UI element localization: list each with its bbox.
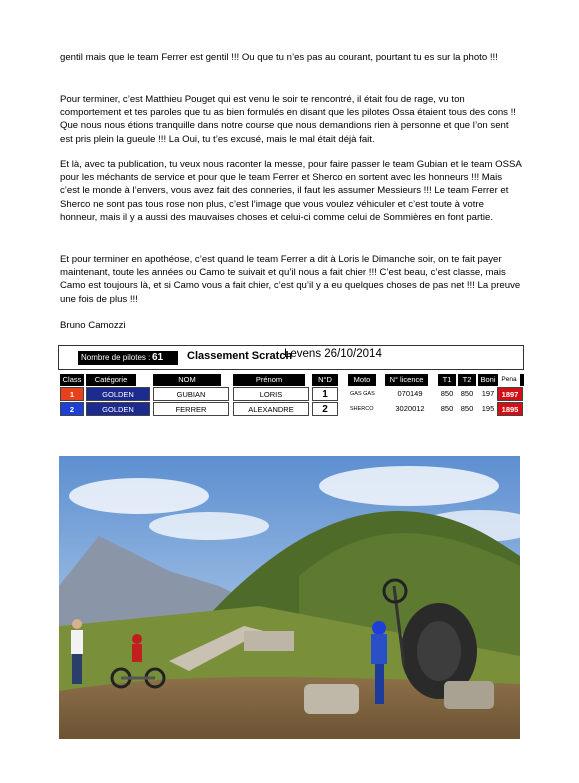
row-total: 1897 <box>497 387 523 401</box>
row-nd: 1 <box>312 387 338 401</box>
col-t1: T1 <box>438 374 456 386</box>
cloud <box>149 512 269 540</box>
row-boni: 195 <box>478 402 498 416</box>
col-boni: Boni <box>478 374 498 386</box>
row-total: 1895 <box>497 402 523 416</box>
row-moto: GAS GAS <box>348 387 382 401</box>
row-t1: 850 <box>438 387 456 401</box>
row-licence: 070149 <box>385 387 435 401</box>
results-total-header-wrap <box>58 374 524 386</box>
col-category: Catégorie <box>86 374 136 386</box>
stone-block <box>244 631 294 651</box>
row-moto: SHERCO <box>348 402 382 416</box>
paragraph-publication <box>60 158 522 224</box>
row-nom: FERRER <box>153 402 229 416</box>
rock <box>304 684 359 714</box>
col-t2: T2 <box>458 374 476 386</box>
cloud <box>319 466 499 506</box>
col-moto: Moto <box>348 374 376 386</box>
signature <box>60 319 522 332</box>
paragraph-text: Et pour terminer en apothéose, c’est quand le team Ferrer a dit à Loris le Dimanche soir, on te fait payer maintenant, toute les années ou Camo te suivait et qu’il nous a fait chier !!! C’est beau, c’est classe, mais Camo est toujours là, et si Camo vous a fait chier, c’est qu’il y a eu quelques choses de pas net !!! La preuve une fois de plus !!! <box>60 254 521 305</box>
row-prenom: ALEXANDRE <box>233 402 309 416</box>
row-category: GOLDEN <box>86 402 150 416</box>
col-class: Class <box>60 374 84 386</box>
row-nom: GUBIAN <box>153 387 229 401</box>
col-nom: NOM <box>153 374 221 386</box>
paragraph-text: gentil mais que le team Ferrer est gentil !!! Ou que tu n’es pas au courant, pourtant tu es sur la photo !!! <box>60 52 498 63</box>
row-boni: 197 <box>478 387 498 401</box>
tyre-inner <box>417 621 461 681</box>
row-nd: 2 <box>312 402 338 416</box>
rider-legs <box>375 664 384 704</box>
col-licence: N° licence <box>385 374 428 386</box>
signature-text: Bruno Camozzi <box>60 320 126 331</box>
col-pena: Pena <box>499 374 519 386</box>
paragraph-intro <box>60 51 522 64</box>
trial-photo <box>59 456 520 739</box>
results-row <box>58 402 524 416</box>
spectator-head <box>72 619 82 629</box>
row-t2: 850 <box>458 402 476 416</box>
cloud <box>69 478 209 514</box>
results-title: Classement Scratch <box>187 350 293 362</box>
results-place-date: Levens 26/10/2014 <box>284 348 382 360</box>
row-category: GOLDEN <box>86 387 150 401</box>
kid-helmet <box>132 634 142 644</box>
col-nd: N°D <box>312 374 338 386</box>
row-prenom: LORIS <box>233 387 309 401</box>
results-table <box>58 345 524 418</box>
spectator-legs <box>72 654 82 684</box>
pilots-count-value: 61 <box>152 351 178 365</box>
row-class: 2 <box>60 402 84 416</box>
paragraph-text: Pour terminer, c’est Matthieu Pouget qui est venu le soir te rencontré, il était fou de rage, vu ton comportement et tes paroles que tu as bien formulés en disant que les pilotes Ossa étaient tous des cons !! Que nous nous étions tranquille dans notre course que nous demandions rien à personne et que l’on sent est pris plein la gueule !!! La Oui, tu t’es excusé, mais le mal était déjà fait. <box>60 94 516 145</box>
row-t1: 850 <box>438 402 456 416</box>
paragraph-pouget <box>60 93 522 146</box>
photo-illustration <box>59 456 520 739</box>
paragraph-apotheose <box>60 253 522 306</box>
spectator-body <box>71 630 83 654</box>
kid-body <box>132 644 142 662</box>
rider-body <box>371 634 387 664</box>
rider-helmet <box>372 621 386 635</box>
row-t2: 850 <box>458 387 476 401</box>
rock <box>444 681 494 709</box>
col-prenom: Prénom <box>233 374 305 386</box>
pilots-count-label: Nombre de pilotes : <box>78 351 153 365</box>
results-header <box>58 345 524 370</box>
results-row <box>58 387 524 401</box>
paragraph-text: Et là, avec ta publication, tu veux nous raconter la messe, pour faire passer le team Gubian et le team OSSA pour les méchants de service et pour que le team Ferrer et Sherco en sortent avec les honneurs !!! Mais c’est le monde à l’envers, vous avez fait des conneries, il faut les assumer Messieurs !!! Le team Ferrer et Sherco ne sont pas tous rose non plus, c’est l’image que vous voulez véhiculer et c’est toute à votre honneur, mais il y a aussi des mauvaises choses et celui-ci comme celui de Sommières en font partie. <box>60 159 522 223</box>
row-class: 1 <box>60 387 84 401</box>
row-licence: 3020012 <box>385 402 435 416</box>
